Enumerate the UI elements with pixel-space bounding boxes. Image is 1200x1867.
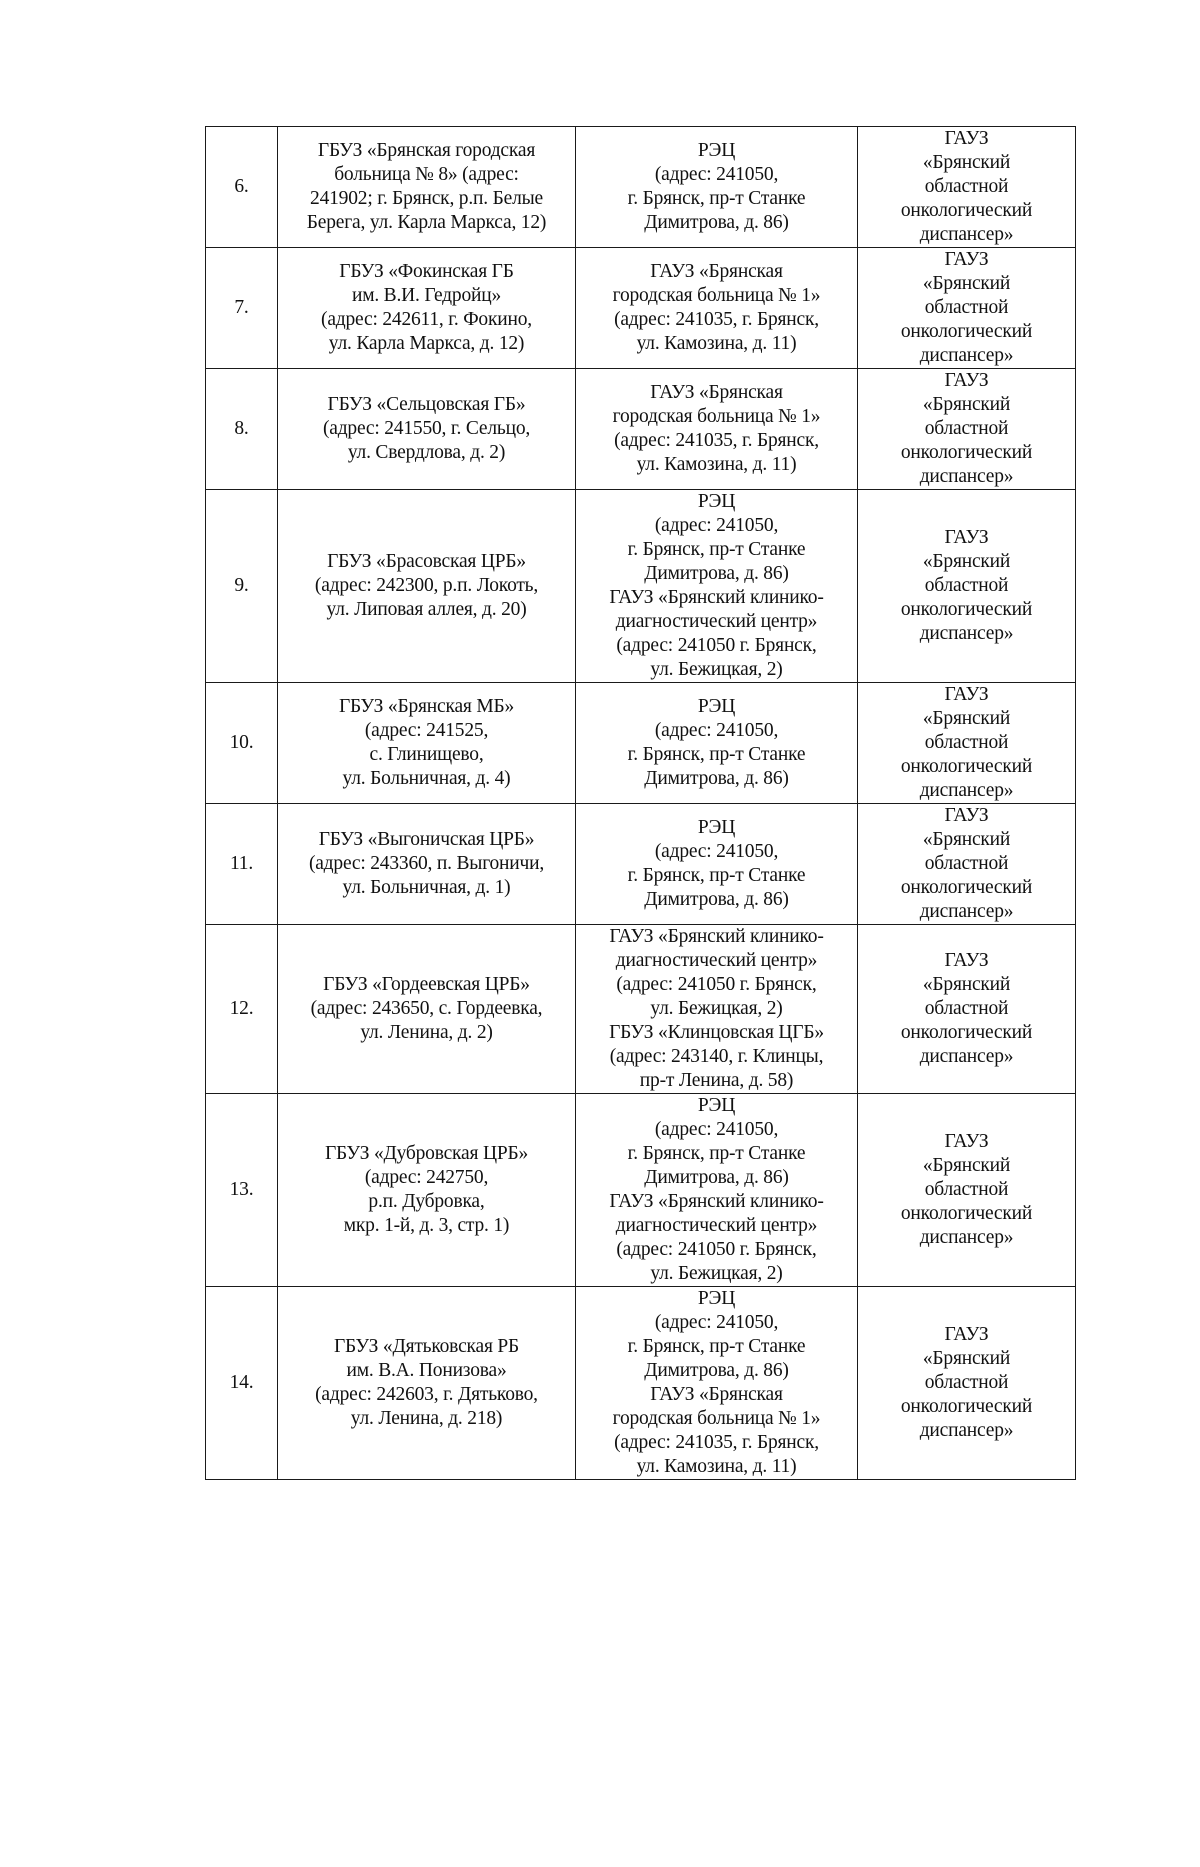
row-number: 9. xyxy=(234,575,249,596)
table-row xyxy=(206,490,1076,683)
row-number-cell xyxy=(206,369,278,490)
row-number-cell xyxy=(206,925,278,1094)
oncology-center-cell xyxy=(858,925,1076,1094)
referral-center-text: ГАУЗ «Брянская городская больница № 1» (адрес: 241035, г. Брянск, ул. Камозина, д. 11) xyxy=(612,261,821,354)
referral-center-cell xyxy=(576,490,858,683)
row-number: 10. xyxy=(229,732,254,753)
row-number-cell xyxy=(206,804,278,925)
institution-text: ГБУЗ «Дубровская ЦРБ» (адрес: 242750, р.п. Дубровка, мкр. 1-й, д. 3, стр. 1) xyxy=(324,1143,529,1236)
row-number: 8. xyxy=(234,418,249,439)
table-row xyxy=(206,683,1076,804)
row-number: 7. xyxy=(234,297,249,318)
referral-center-cell xyxy=(576,248,858,369)
row-number-cell xyxy=(206,127,278,248)
oncology-center-text: ГАУЗ «Брянский областной онкологический диспансер» xyxy=(900,1131,1033,1248)
institution-cell xyxy=(278,1287,576,1480)
oncology-center-cell xyxy=(858,490,1076,683)
row-number: 13. xyxy=(229,1179,254,1200)
institution-text: ГБУЗ «Фокинская ГБ им. В.И. Гедройц» (адрес: 242611, г. Фокино, ул. Карла Маркса, д. 12) xyxy=(321,261,532,354)
oncology-center-text: ГАУЗ «Брянский областной онкологический диспансер» xyxy=(900,950,1033,1067)
referral-center-cell xyxy=(576,1287,858,1480)
institution-cell xyxy=(278,804,576,925)
table-row xyxy=(206,1094,1076,1287)
oncology-center-text: ГАУЗ «Брянский областной онкологический диспансер» xyxy=(900,249,1033,366)
oncology-center-text: ГАУЗ «Брянский областной онкологический диспансер» xyxy=(900,1324,1033,1441)
row-number: 6. xyxy=(234,176,249,197)
referral-center-cell xyxy=(576,804,858,925)
referral-center-cell xyxy=(576,925,858,1094)
oncology-center-text: ГАУЗ «Брянский областной онкологический диспансер» xyxy=(900,128,1033,245)
institution-cell xyxy=(278,369,576,490)
referral-center-text: РЭЦ (адрес: 241050, г. Брянск, пр-т Станке Димитрова, д. 86) xyxy=(627,140,806,233)
institution-cell xyxy=(278,127,576,248)
row-number-cell xyxy=(206,1287,278,1480)
oncology-center-cell xyxy=(858,369,1076,490)
row-number: 14. xyxy=(229,1372,254,1393)
row-number: 11. xyxy=(229,853,254,874)
institution-text: ГБУЗ «Гордеевская ЦРБ» (адрес: 243650, с. Гордеевка, ул. Ленина, д. 2) xyxy=(310,974,543,1043)
referral-center-text: РЭЦ (адрес: 241050, г. Брянск, пр-т Станке Димитрова, д. 86) ГАУЗ «Брянский клинико- диагностический центр» (адрес: 241050 г. Брянск, ул. Бежицкая, 2) xyxy=(609,491,824,680)
oncology-center-cell xyxy=(858,1287,1076,1480)
table-row xyxy=(206,127,1076,248)
table-row xyxy=(206,369,1076,490)
row-number-cell xyxy=(206,1094,278,1287)
referral-center-text: РЭЦ (адрес: 241050, г. Брянск, пр-т Станке Димитрова, д. 86) ГАУЗ «Брянская городская больница № 1» (адрес: 241035, г. Брянск, ул. Камозина, д. 11) xyxy=(612,1288,821,1477)
referral-center-cell xyxy=(576,1094,858,1287)
institutions-table xyxy=(205,126,1076,1480)
referral-center-text: РЭЦ (адрес: 241050, г. Брянск, пр-т Станке Димитрова, д. 86) ГАУЗ «Брянский клинико- диагностический центр» (адрес: 241050 г. Брянск, ул. Бежицкая, 2) xyxy=(609,1095,824,1284)
table-row xyxy=(206,804,1076,925)
oncology-center-text: ГАУЗ «Брянский областной онкологический диспансер» xyxy=(900,805,1033,922)
oncology-center-cell xyxy=(858,127,1076,248)
institution-text: ГБУЗ «Выгоничская ЦРБ» (адрес: 243360, п. Выгоничи, ул. Больничная, д. 1) xyxy=(308,829,545,898)
referral-center-text: ГАУЗ «Брянский клинико- диагностический центр» (адрес: 241050 г. Брянск, ул. Бежицкая, 2) ГБУЗ «Клинцовская ЦГБ» (адрес: 243140, г. Клинцы, пр-т Ленина, д. 58) xyxy=(609,926,824,1091)
referral-center-cell xyxy=(576,127,858,248)
referral-center-cell xyxy=(576,369,858,490)
institution-text: ГБУЗ «Брянская городская больница № 8» (адрес: 241902; г. Брянск, р.п. Белые Берега, ул. Карла Маркса, 12) xyxy=(306,140,547,233)
oncology-center-text: ГАУЗ «Брянский областной онкологический диспансер» xyxy=(900,370,1033,487)
institution-text: ГБУЗ «Дятьковская РБ им. В.А. Понизова» (адрес: 242603, г. Дятьково, ул. Ленина, д. 218) xyxy=(315,1336,538,1429)
institution-text: ГБУЗ «Брасовская ЦРБ» (адрес: 242300, р.п. Локоть, ул. Липовая аллея, д. 20) xyxy=(314,551,539,620)
institution-cell xyxy=(278,925,576,1094)
referral-center-text: РЭЦ (адрес: 241050, г. Брянск, пр-т Станке Димитрова, д. 86) xyxy=(627,696,806,789)
referral-center-text: ГАУЗ «Брянская городская больница № 1» (адрес: 241035, г. Брянск, ул. Камозина, д. 11) xyxy=(612,382,821,475)
institution-text: ГБУЗ «Брянская МБ» (адрес: 241525, с. Глинищево, ул. Больничная, д. 4) xyxy=(338,696,515,789)
institution-cell xyxy=(278,683,576,804)
row-number: 12. xyxy=(229,998,254,1019)
row-number-cell xyxy=(206,490,278,683)
referral-center-text: РЭЦ (адрес: 241050, г. Брянск, пр-т Станке Димитрова, д. 86) xyxy=(627,817,806,910)
oncology-center-text: ГАУЗ «Брянский областной онкологический диспансер» xyxy=(900,684,1033,801)
row-number-cell xyxy=(206,683,278,804)
institution-cell xyxy=(278,248,576,369)
table-row xyxy=(206,248,1076,369)
institution-text: ГБУЗ «Сельцовская ГБ» (адрес: 241550, г. Сельцо, ул. Свердлова, д. 2) xyxy=(322,394,531,463)
referral-center-cell xyxy=(576,683,858,804)
oncology-center-cell xyxy=(858,804,1076,925)
table-row xyxy=(206,1287,1076,1480)
institution-cell xyxy=(278,1094,576,1287)
row-number-cell xyxy=(206,248,278,369)
institution-cell xyxy=(278,490,576,683)
table-row xyxy=(206,925,1076,1094)
oncology-center-cell xyxy=(858,248,1076,369)
oncology-center-cell xyxy=(858,1094,1076,1287)
oncology-center-text: ГАУЗ «Брянский областной онкологический диспансер» xyxy=(900,527,1033,644)
oncology-center-cell xyxy=(858,683,1076,804)
